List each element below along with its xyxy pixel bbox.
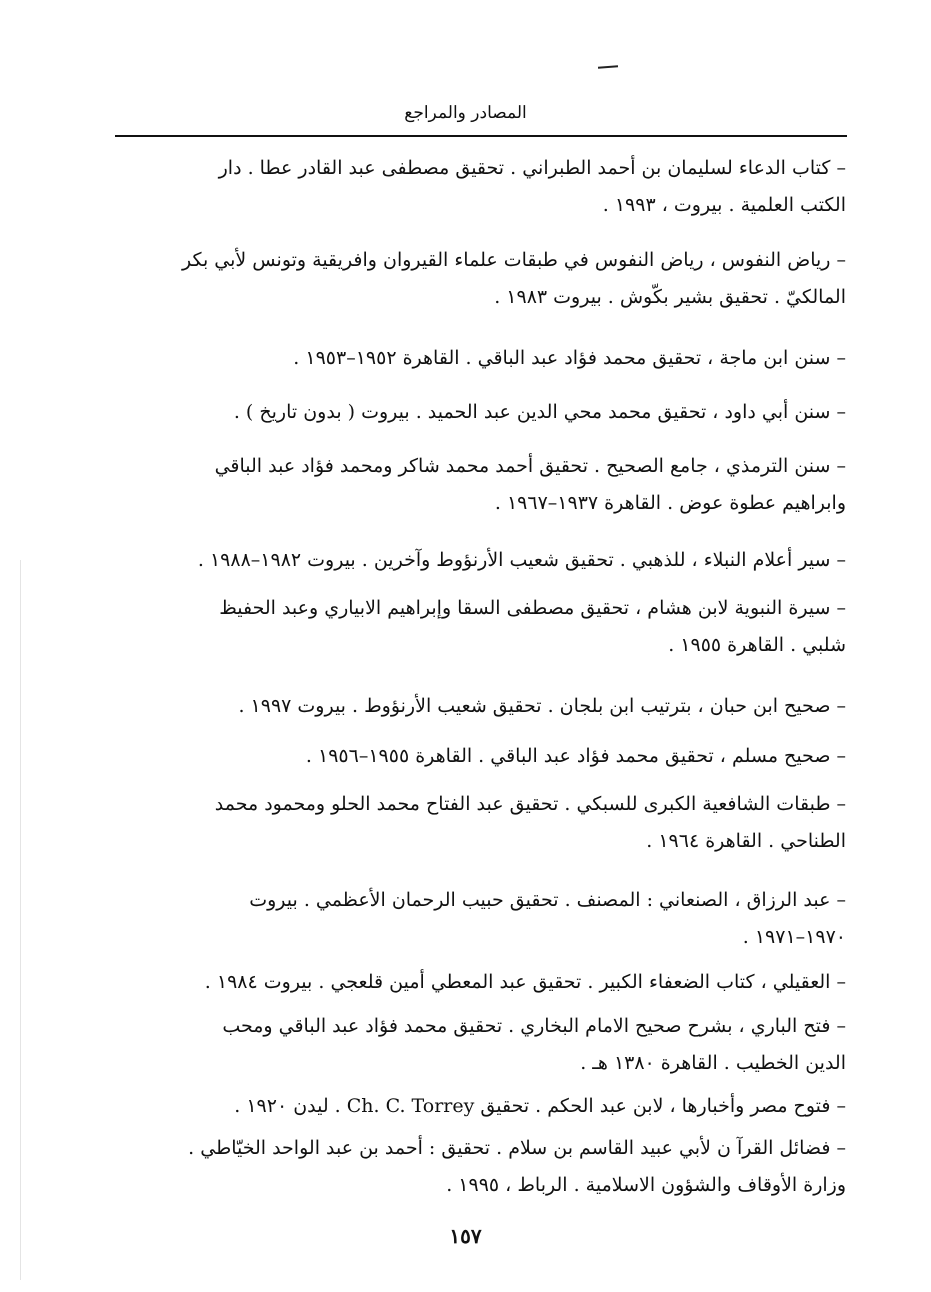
header-rule: [115, 135, 847, 137]
entry-line: شلبي . القاهرة ١٩٥٥ .: [668, 634, 846, 656]
entry-line: – سير أعلام النبلاء ، للذهبي . تحقيق شعيب الأرنؤوط وآخرين . بيروت ١٩٨٢–١٩٨٨ .: [197, 549, 846, 571]
entry-line: – فتوح مصر وأخبارها ، لابن عبد الحكم . تحقيق Ch. C. Torrey . ليدن ١٩٢٠ .: [234, 1095, 846, 1117]
bibliography-entry: [116, 738, 846, 786]
entry-line: الكتب العلمية . بيروت ، ١٩٩٣ .: [602, 194, 846, 216]
entry-line: وزارة الأوقاف والشؤون الاسلامية . الرباط ، ١٩٩٥ .: [446, 1174, 846, 1196]
entry-line: – سيرة النبوية لابن هشام ، تحقيق مصطفى السقا وإبراهيم الابياري وعبد الحفيظ: [219, 597, 846, 619]
bibliography-entry: [116, 1008, 846, 1088]
entry-line: – فضائل القرآ ن لأبي عبيد القاسم بن سلام . تحقيق : أحمد بن عبد الواحد الخيّاطي .: [188, 1137, 846, 1159]
scan-edge-line: [20, 560, 21, 1280]
entry-line: ١٩٧٠–١٩٧١ .: [742, 926, 846, 948]
bibliography-entry: [116, 1088, 846, 1130]
entry-line: – فتح الباري ، بشرح صحيح الامام البخاري . تحقيق محمد فؤاد عبد الباقي ومحب: [222, 1015, 846, 1037]
entry-line: – رياض النفوس ، رياض النفوس في طبقات علماء القيروان وافريقية وتونس لأبي بكر: [182, 249, 846, 271]
entry-line: الدين الخطيب . القاهرة ١٣٨٠ هـ .: [580, 1052, 846, 1074]
entry-line: – كتاب الدعاء لسليمان بن أحمد الطبراني . تحقيق مصطفى عبد القادر عطا . دار: [218, 157, 846, 179]
entry-line: – عبد الرزاق ، الصنعاني : المصنف . تحقيق حبيب الرحمان الأعظمي . بيروت: [249, 889, 846, 911]
entry-line: – سنن أبي داود ، تحقيق محمد محي الدين عبد الحميد . بيروت ( بدون تاريخ ) .: [233, 401, 846, 423]
top-mark: [598, 65, 618, 68]
entry-line: وابراهيم عطوة عوض . القاهرة ١٩٣٧–١٩٦٧ .: [494, 492, 846, 514]
bibliography-entry: [116, 882, 846, 964]
entry-line: – العقيلي ، كتاب الضعفاء الكبير . تحقيق عبد المعطي أمين قلعجي . بيروت ١٩٨٤ .: [204, 971, 846, 993]
entry-line: – صحيح ابن حبان ، بترتيب ابن بلجان . تحقيق شعيب الأرنؤوط . بيروت ١٩٩٧ .: [238, 695, 846, 717]
entry-line: – سنن ابن ماجة ، تحقيق محمد فؤاد عبد الباقي . القاهرة ١٩٥٢–١٩٥٣ .: [293, 347, 846, 369]
bibliography-entry: [116, 150, 846, 242]
bibliography-entry: [116, 688, 846, 738]
running-title: المصادر والمراجع: [404, 103, 527, 123]
bibliography-entry: [116, 964, 846, 1008]
entry-line: – سنن الترمذي ، جامع الصحيح . تحقيق أحمد محمد شاكر ومحمد فؤاد عبد الباقي: [214, 455, 846, 477]
bibliography-entry: [116, 394, 846, 448]
entry-line: – صحيح مسلم ، تحقيق محمد فؤاد عبد الباقي . القاهرة ١٩٥٥–١٩٥٦ .: [305, 745, 846, 767]
page-number: ١٥٧: [449, 1224, 482, 1248]
bibliography-entry: [116, 786, 846, 882]
bibliography-list: [116, 150, 846, 1210]
bibliography-entry: [116, 242, 846, 340]
entry-line: – طبقات الشافعية الكبرى للسبكي . تحقيق عبد الفتاح محمد الحلو ومحمود محمد: [214, 793, 846, 815]
bibliography-entry: [116, 542, 846, 590]
bibliography-entry: [116, 340, 846, 394]
bibliography-entry: [116, 590, 846, 688]
bibliography-entry: [116, 448, 846, 542]
entry-line: المالكيّ . تحقيق بشير بكّوش . بيروت ١٩٨٣ .: [494, 286, 846, 308]
entry-line: الطناحي . القاهرة ١٩٦٤ .: [646, 830, 846, 852]
bibliography-entry: [116, 1130, 846, 1210]
